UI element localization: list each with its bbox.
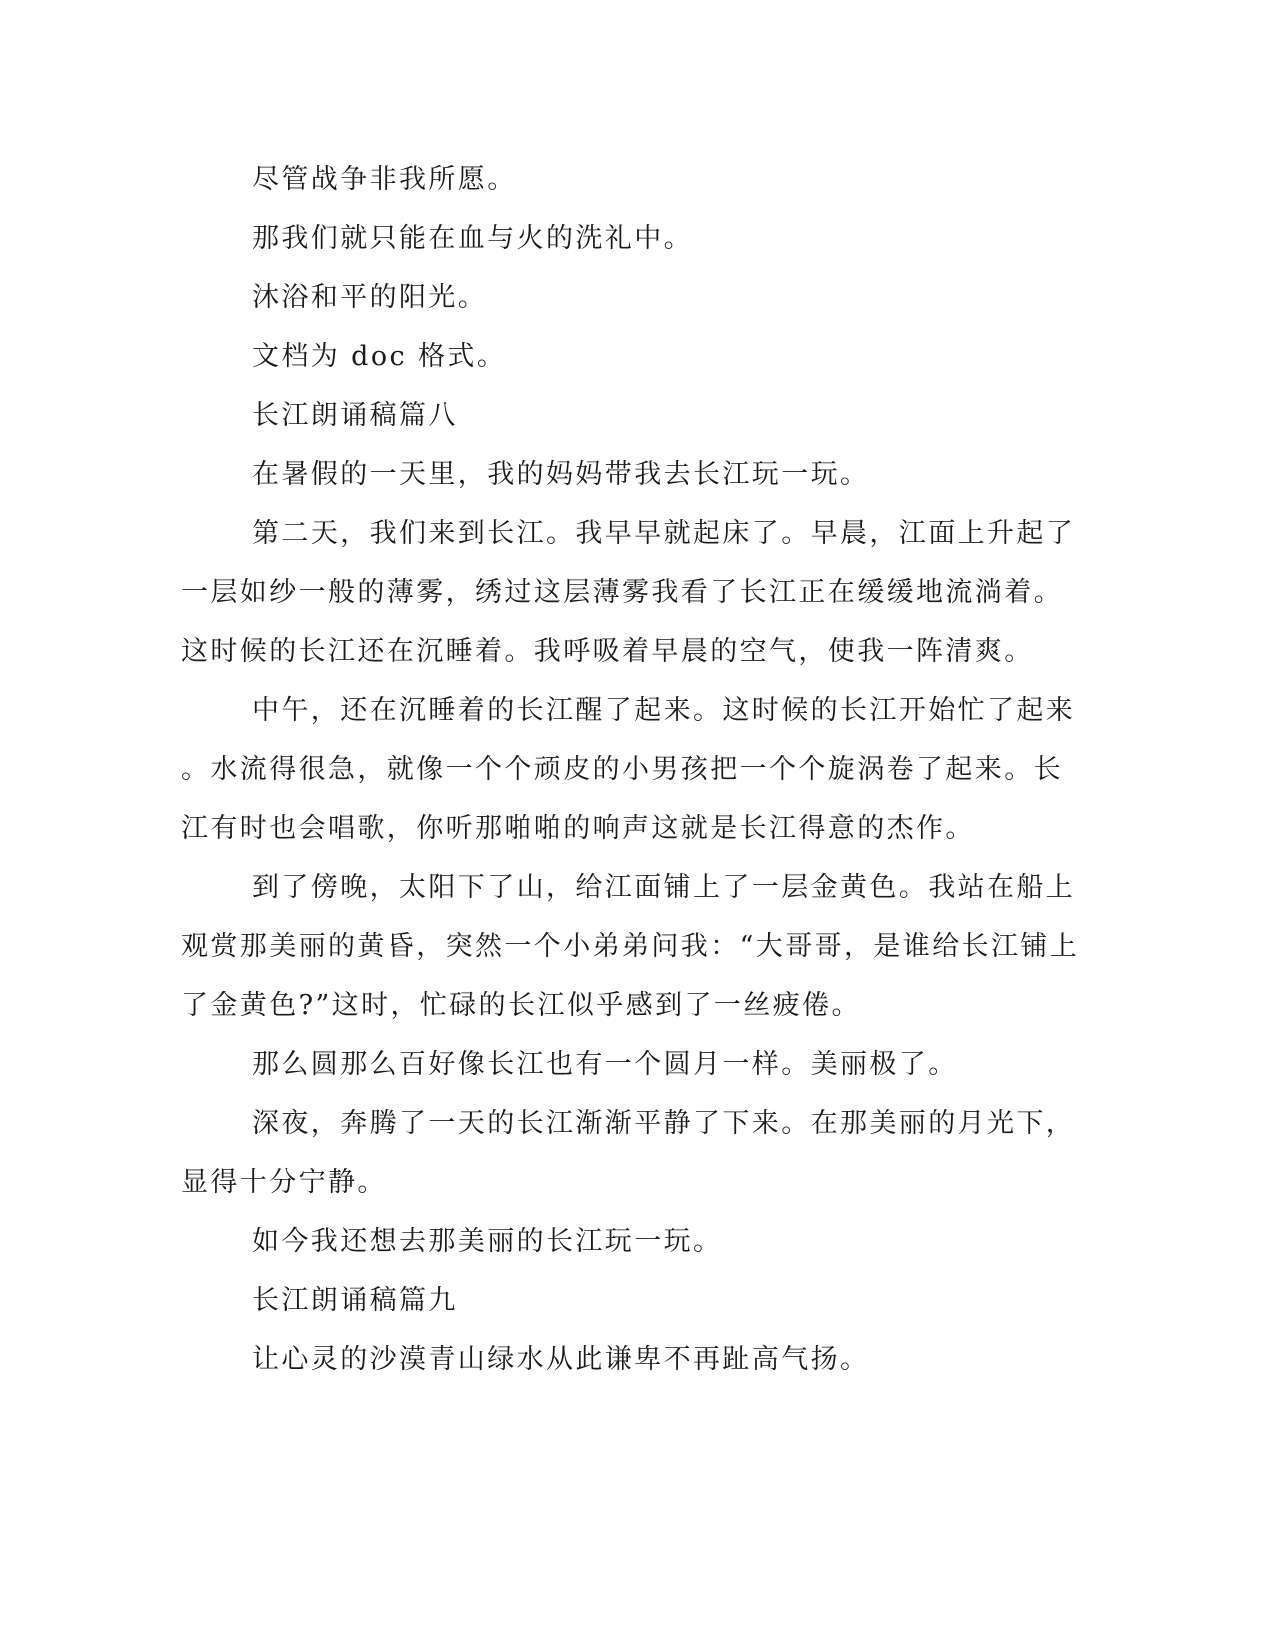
text-line: 让心灵的沙漠青山绿水从此谦卑不再趾高气扬。	[252, 1344, 870, 1375]
text-line: 观赏那美丽的黄昏，突然一个小弟弟问我：“大哥哥，是谁给长江铺上	[181, 931, 1080, 962]
text-line: 在暑假的一天里，我的妈妈带我去长江玩一玩。	[252, 459, 870, 490]
text-line: 一层如纱一般的薄雾，绣过这层薄雾我看了长江正在缓缓地流淌着。	[181, 577, 1063, 608]
text-line: 。水流得很急，就像一个个顽皮的小男孩把一个个旋涡卷了起来。长	[181, 754, 1063, 785]
text-line: 第二天，我们来到长江。我早早就起床了。早晨，江面上升起了	[252, 518, 1076, 549]
text-line: 如今我还想去那美丽的长江玩一玩。	[252, 1226, 723, 1257]
section-heading: 长江朗诵稿篇八	[252, 400, 458, 431]
text-line: 深夜，奔腾了一天的长江渐渐平静了下来。在那美丽的月光下，	[252, 1108, 1076, 1139]
text-line: 江有时也会唱歌，你听那啪啪的响声这就是长江得意的杰作。	[181, 813, 975, 844]
text-line: 那么圆那么百好像长江也有一个圆月一样。美丽极了。	[252, 1049, 958, 1080]
text-line: 文档为 doc 格式。	[252, 341, 507, 372]
text-line: 显得十分宁静。	[181, 1167, 387, 1198]
text-line: 那我们就只能在血与火的洗礼中。	[252, 223, 693, 254]
text-line: 尽管战争非我所愿。	[252, 164, 517, 195]
text-line: 这时候的长江还在沉睡着。我呼吸着早晨的空气，使我一阵清爽。	[181, 636, 1034, 667]
section-heading: 长江朗诵稿篇九	[252, 1285, 458, 1316]
text-line: 了金黄色?”这时，忙碌的长江似乎感到了一丝疲倦。	[181, 990, 861, 1021]
text-line: 沐浴和平的阳光。	[252, 282, 488, 313]
text-line: 到了傍晚，太阳下了山，给江面铺上了一层金黄色。我站在船上	[252, 872, 1076, 903]
text-line: 中午，还在沉睡着的长江醒了起来。这时候的长江开始忙了起来	[252, 695, 1076, 726]
